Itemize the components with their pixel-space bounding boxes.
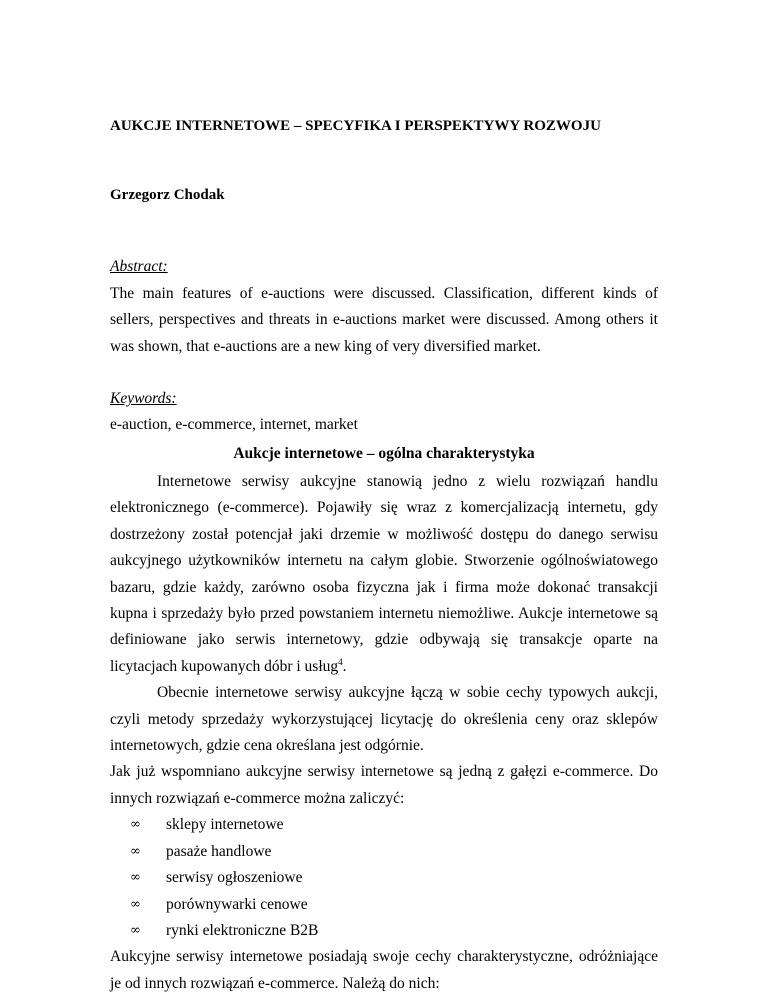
- section-heading: Aukcje internetowe – ogólna charakterystyka: [233, 445, 535, 462]
- bullet-icon: ∞: [130, 843, 141, 859]
- keywords-text: e-auction, e-commerce, internet, market: [110, 416, 358, 433]
- list-item-text: pasaże handlowe: [166, 842, 272, 860]
- keywords-label: Keywords:: [110, 390, 177, 407]
- paragraph-1-text: Internetowe serwisy aukcyjne stanowią jedno z wielu rozwiązań handlu elektronicznego (e-commerce). Pojawiły się wraz z komercjalizacją internetu, gdy dostrzeżony został potencjał jaki drzemie w możliwość dostępu do danego serwisu aukcyjnego użytkowników internetu na całym globie. Stworzenie ogólnoświatowego bazaru, gdzie każdy, zarówno osoba fizyczna jak i firma może dokonać transakcji kupna i sprzedaży było przed powstaniem internetu niemożliwe. Aukcje internetowe są definiowane jako serwis internetowy, gdzie odbywają się transakcje oparte na licytacjach kupowanych dóbr i usług: [110, 473, 658, 675]
- list-item: [130, 812, 658, 838]
- abstract-section: [110, 254, 658, 360]
- document-title: AUKCJE INTERNETOWE – SPECYFIKA I PERSPEKTYWY ROZWOJU: [110, 118, 601, 134]
- paragraph-2: Obecnie internetowe serwisy aukcyjne łączą w sobie cechy typowych aukcji, czyli metody sprzedaży wykorzystującej licytację do określenia ceny oraz sklepów internetowych, gdzie cena określana jest odgórnie.: [110, 684, 658, 755]
- bullet-icon: ∞: [130, 922, 141, 938]
- list-item-text: sklepy internetowe: [166, 816, 284, 834]
- bullet-icon: ∞: [130, 896, 141, 912]
- paragraph-4: Aukcyjne serwisy internetowe posiadają swoje cechy charakterystyczne, odróżniające je od innych rozwiązań e-commerce. Należą do nich:: [110, 948, 658, 992]
- bullet-icon: ∞: [130, 817, 141, 833]
- list-item-text: rynki elektroniczne B2B: [166, 921, 319, 939]
- list-item-text: porównywarki cenowe: [166, 895, 308, 913]
- paragraph-1: [110, 469, 658, 680]
- paragraph-3: Jak już wspomniano aukcyjne serwisy internetowe są jedną z gałęzi e-commerce. Do innych rozwiązań e-commerce można zaliczyć:: [110, 763, 658, 807]
- list-item-text: serwisy ogłoszeniowe: [166, 869, 303, 887]
- abstract-text: The main features of e-auctions were discussed. Classification, different kinds of sellers, perspectives and threats in e-auctions market were discussed. Among others it was shown, that e-auctions are a new king of very diversified market.: [110, 284, 658, 355]
- list-item: [130, 918, 658, 944]
- bullet-icon: ∞: [130, 870, 141, 886]
- list-item: [130, 892, 658, 918]
- body-text: [110, 469, 658, 997]
- abstract-label: Abstract:: [110, 258, 168, 275]
- author-name: Grzegorz Chodak: [110, 187, 225, 203]
- list-item: [130, 865, 658, 891]
- ecommerce-list: [110, 812, 658, 944]
- list-item: [130, 839, 658, 865]
- footnote-marker: 4: [338, 656, 343, 667]
- keywords-section: [110, 386, 658, 438]
- paragraph-1-end: .: [342, 657, 347, 675]
